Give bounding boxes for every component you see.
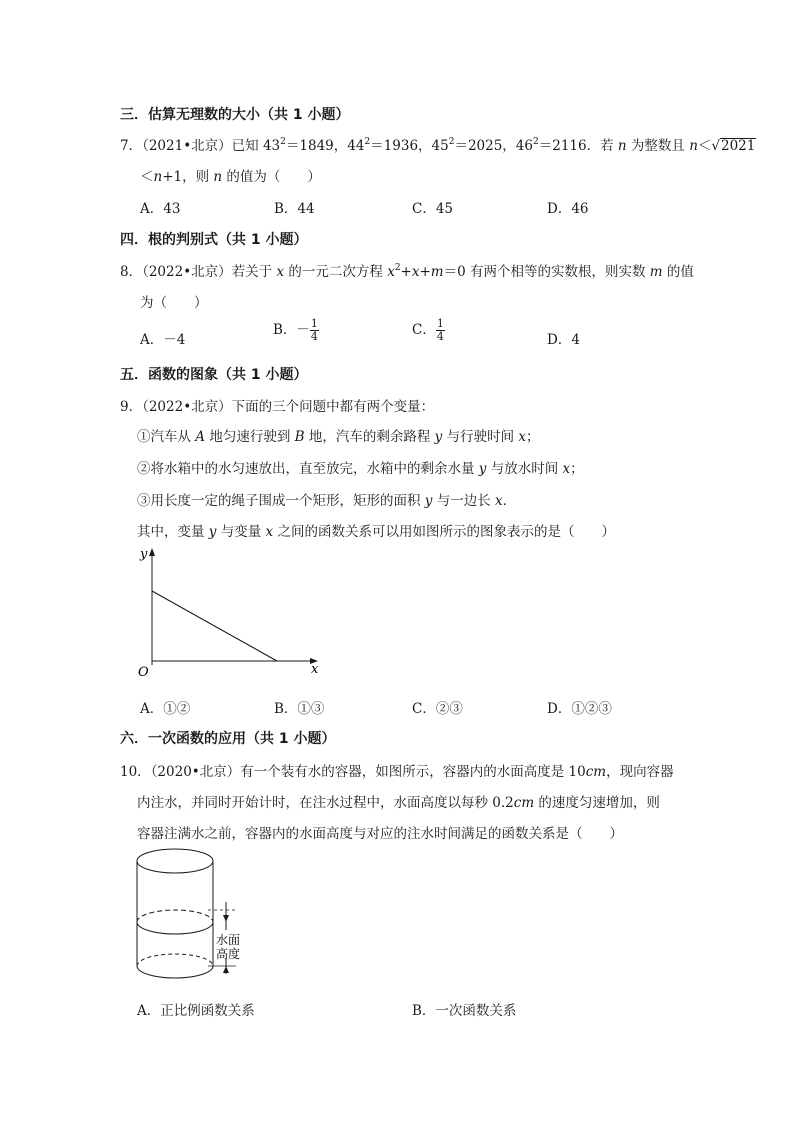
question-10-line-2: 内注水，并同时开始计时，在注水过程中，水面高度以每秒 0.2cm 的速度匀速增加，则 [137,795,660,811]
question-7-option-c[interactable]: C．45 [412,201,454,217]
question-10-number: 10． [120,764,151,780]
question-9-item-2: ②将水箱中的水匀速放出，直至放完，水箱中的剩余水量 y 与放水时间 x； [137,461,584,477]
height-arrow-upper-head [223,915,229,922]
question-10-source: （2020•北京） [150,764,241,780]
function-graph [128,540,328,680]
question-9-question: 其中，变量 y 与变量 x 之间的函数关系可以用如图所示的图象表示的是（ ） [137,524,615,540]
question-8-option-d[interactable]: D．4 [547,332,580,348]
question-7-option-b[interactable]: B．44 [274,201,315,217]
fraction-one-quarter: $\frac{1}{4}$ [436,317,444,343]
question-10-line-1: 10．（2020•北京）有一个装有水的容器，如图所示，容器内的水面高度是 10cm，现向容器 [120,764,674,780]
question-7-line-2: ＜n+1，则 n 的值为（ ） [140,169,321,185]
question-9-option-d[interactable]: D．①②③ [547,701,612,717]
question-10-line-3: 容器注满水之前，容器内的水面高度与对应的注水时间满足的函数关系是（ ） [137,826,623,842]
fraction-one-quarter: $\frac{1}{4}$ [310,317,318,343]
question-10-option-a[interactable]: A．正比例函数关系 [137,1003,255,1019]
section-4-title: 四．根的判别式（共 1 小题） [120,232,308,248]
question-9-option-c[interactable]: C．②③ [412,701,463,717]
x-axis-label: x [311,662,319,677]
cylinder-container-figure [128,842,268,992]
cylinder-top-rim [137,849,213,873]
y-axis-label: y [140,547,148,562]
question-8-option-c[interactable]: C． $\frac{1}{4}$ [412,317,444,343]
question-9-option-b[interactable]: B．①③ [274,701,325,717]
water-height-label-line-2: 高度 [216,947,241,961]
question-9-number: 9． [120,399,143,415]
question-7-number: 7． [120,138,143,154]
question-7-option-d[interactable]: D．46 [547,201,589,217]
question-7-option-a[interactable]: A．43 [140,201,181,217]
water-height-label-line-1: 水面 [216,933,241,947]
question-9-source: （2022•北京） [142,399,232,415]
question-9-option-a[interactable]: A．①② [140,701,191,717]
question-8-line-2: 为（ ） [140,295,208,311]
origin-label: O [138,665,149,680]
question-9-stem: 9．（2022•北京）下面的三个问题中都有两个变量： [120,399,435,415]
radicand: 2021 [721,138,756,154]
question-9-item-1: ①汽车从 A 地匀速行驶到 B 地，汽车的剩余路程 y 与行驶时间 x； [137,429,540,445]
section-5-title: 五．函数的图象（共 1 小题） [120,367,308,383]
water-surface-front [137,922,213,934]
question-7-line-1: 7．（2021•北京）已知 $43^2=1849$，$44^2=1936$，$45^2=2025$，$46^2=2116$．若 n 为整数且 n＜√2021 [120,137,756,154]
question-9-item-3: ③用长度一定的绳子围成一个矩形，矩形的面积 y 与一边长 x． [137,493,517,509]
question-8-number: 8． [120,264,143,280]
question-7-source: （2021•北京） [142,138,232,154]
section-6-title: 六．一次函数的应用（共 1 小题） [120,731,336,747]
radical-sign: √ [711,138,720,154]
y-axis-arrow [149,548,155,556]
question-8-source: （2022•北京） [142,264,232,280]
cylinder-bottom-front [137,966,213,978]
question-8-line-1: 8．（2022•北京）若关于 x 的一元二次方程 $x^2+x+m=0$ 有两个相等的实数根，则实数 m 的值 [120,263,694,280]
question-8-option-a[interactable]: A．－4 [140,332,186,348]
section-3-title: 三．估算无理数的大小（共 1 小题） [120,107,350,123]
height-arrow-lower-head [223,966,229,973]
water-surface-back [137,910,213,922]
cylinder-bottom-back [137,954,213,966]
question-10-option-b[interactable]: B．一次函数关系 [412,1003,517,1019]
question-8-option-b[interactable]: B．－ $\frac{1}{4}$ [273,317,318,343]
decreasing-line [152,591,277,661]
